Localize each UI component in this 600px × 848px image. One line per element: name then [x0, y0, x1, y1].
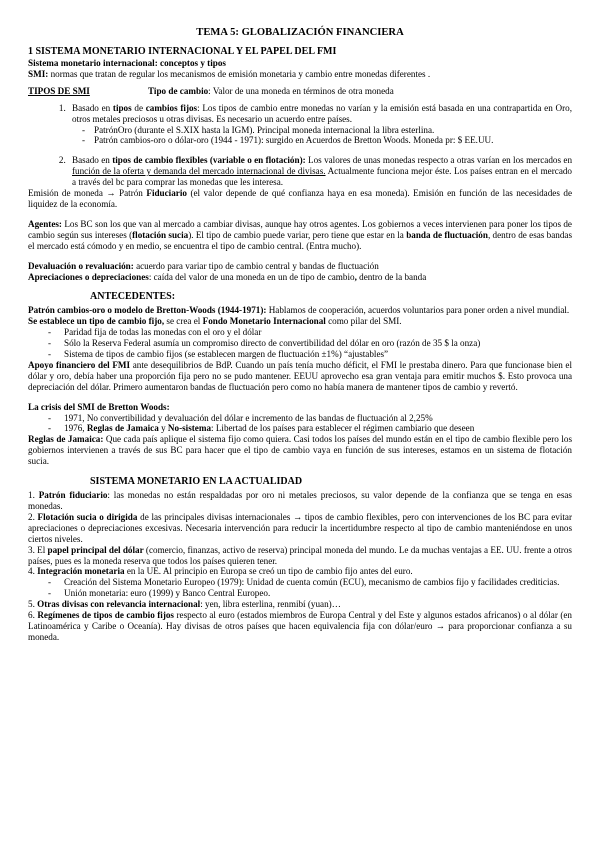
document-title: TEMA 5: GLOBALIZACIÓN FINANCIERA	[196, 27, 404, 38]
list-item-cambios-fijos: 1. Basado en tipos de cambios fijos: Los tipos de cambio entre monedas no varían y la emisión está basada en una contrapartida en Oro, otros metales preciosos u otras divisas. Es necesario un acuerdo entre países. - PatrónOro (durante el S.XIX hasta la IGM). Principal moneda internacional la libra esterlina. - Patrón cambios-oro o dólar-oro (1944 - 1971): surgido en Acuerdos de Bretton Woods. Moneda pr: $ EE.UU.	[68, 103, 572, 147]
actualidad-heading: SISTEMA MONETARIO EN LA ACTUALIDAD	[90, 476, 303, 488]
antecedentes-list	[28, 327, 572, 360]
emision-paragraph: Emisión de moneda → Patrón Fiduciario (el valor depende de qué confianza haya en esa moneda). Emisión en función de las necesidades de liquidez de la economía.	[28, 188, 572, 209]
list-item: - Paridad fija de todas las monedas con el oro y el dólar	[64, 327, 572, 338]
smi-definition: SMI: normas que tratan de regular los mecanismos de emisión monetaria y cambio entre monedas diferentes .	[28, 68, 431, 79]
list-item-cambios-flexibles: 2. Basado en tipos de cambio flexibles (variable o en flotación): Los valores de unas monedas respecto a otras varían en los mercados en función de la oferta y demanda del mercado internacional de divisas. Actualmente funciona mejor éste. Los países entran en el mercado a través del bc para comprar las monedas que les interesa.	[68, 155, 572, 188]
integracion-list	[28, 577, 572, 599]
agentes-paragraph: Agentes: Los BC son los que van al mercado a cambiar divisas, aunque hay otros agentes. Los gobiernos a veces intervienen para poner los tipos de cambio según sus intereses (flotación sucia). El tipo de cambio puede variar, pero tiene que estar en la banda de fluctuación, dentro de esas bandas el mercado está cómodo y en medio, se encuentra el tipo de cambio central. (Entra mucho).	[28, 218, 573, 251]
actual-item-4: 4. Integración monetaria en la UE. Al principio en Europa se creó un tipo de cambio fijo antes del euro.	[28, 566, 413, 577]
tipos-de-smi-line: TIPOS DE SMI Tipo de cambio: Valor de una moneda en términos de otra moneda	[28, 85, 394, 96]
list-item: - Patrón cambios-oro o dólar-oro (1944 - 1971): surgido en Acuerdos de Bretton Woods. Moneda pr: $ EE.UU.	[94, 135, 572, 146]
crisis-heading: La crisis del SMI de Bretton Woods:	[28, 401, 170, 412]
actual-item-2: 2. Flotación sucia o dirigida de las principales divisas internacionales → tipos de cambio flexibles, pero con intervenciones de los BC para evitar apreciaciones o depreciaciones excesivas. Necesaria intervención para reducir la incertidumbre respecto al tipo de cambio manteniéndose en unos ciertos niveles.	[28, 511, 572, 544]
apreciaciones-paragraph: Apreciaciones o depreciaciones: caída del valor de una moneda en un de tipo de cambio, dentro de la banda	[28, 271, 427, 282]
actual-item-1: 1. Patrón fiduciario: las monedas no están respaldadas por oro ni metales preciosos, su valor depende de la confianza que se tenga en esas monedas.	[28, 490, 572, 511]
cambios-fijos-sublist	[72, 125, 572, 147]
list-item: - Unión monetaria: euro (1999) y Banco Central Europeo.	[64, 588, 572, 599]
tipos-de-smi-label: TIPOS DE SMI	[28, 85, 90, 96]
tipo-fijo-paragraph: Se establece un tipo de cambio fijo, se crea el Fondo Monetario Internacional como pilar del SMI.	[28, 316, 402, 327]
antecedentes-heading: ANTECEDENTES:	[90, 291, 176, 303]
reglas-jamaica-paragraph: Reglas de Jamaica: Que cada país aplique el sistema fijo como quiera. Casi todos los países del mundo están en el tipo de cambio flexible pero los gobiernos intervienen a través de sus BC para hacer que el tipo de cambio vaya en función de sus intereses, estamos en un sistema de flotación sucia.	[28, 434, 572, 467]
list-item: - 1976, Reglas de Jamaica y No-sistema: Libertad de los países para establecer el régimen cambiario que deseen	[64, 423, 572, 434]
tipos-list	[28, 103, 572, 147]
subheading-concepts: Sistema monetario internacional: conceptos y tipos	[28, 58, 226, 68]
list-item: - PatrónOro (durante el S.XIX hasta la IGM). Principal moneda internacional la libra esterlina.	[94, 125, 572, 136]
list-item: - Creación del Sistema Monetario Europeo (1979): Unidad de cuenta común (ECU), mecanismo de cambios fijo y facilidades crediticias.	[64, 577, 572, 588]
crisis-list	[28, 413, 572, 435]
actual-item-3: 3. El papel principal del dólar (comercio, finanzas, activo de reserva) principal moneda del mundo. Le da muchas ventajas a EE. UU. frente a otros países, pues es la moneda reserva que todos los países quieren tener.	[28, 544, 572, 566]
actual-item-5: 5. Otras divisas con relevancia internacional: yen, libra esterlina, renmibí (yuan)…	[28, 599, 341, 610]
list-item: - Sólo la Reserva Federal asumía un compromiso directo de convertibilidad del dólar en oro (razón de 35 $ la onza)	[64, 338, 572, 349]
section-heading-smi: 1 SISTEMA MONETARIO INTERNACIONAL Y EL PAPEL DEL FMI	[28, 46, 337, 57]
list-item: - Sistema de tipos de cambio fijos (se establecen margen de fluctuación ±1%) “ajustables”	[64, 349, 572, 360]
list-item: - 1971, No convertibilidad y devaluación del dólar e incremento de las bandas de fluctuación al 2,25%	[64, 413, 572, 424]
bretton-woods-paragraph: Patrón cambios-oro o modelo de Bretton-Woods (1944-1971): Hablamos de cooperación, acuerdos voluntarios para poner orden a nivel mundial.	[28, 305, 570, 316]
actual-item-6: 6. Regímenes de tipos de cambio fijos respecto al euro (estados miembros de Europa Central y del Este y algunos estados africanos) o al dólar (en Latinoamérica y Caribe o Oceanía). Hay divisas de otros países que hacen equivalencia fija con dólar/euro → para proporcionar confianza a su moneda.	[28, 610, 572, 642]
tipos-list-2	[28, 155, 572, 188]
apoyo-fmi-paragraph: Apoyo financiero del FMI ante desequilibrios de BdP. Cuando un país tenía mucho déficit, el FMI le prestaba dinero. Para que funcionase bien el dólar y oro, debía haber una proporción fija pero no se pudo mantener. EEUU aprovecho esa gran ventaja para emitir muchos $. Esto provoca una depreciación del dólar. Primero aumentaron bandas de fluctuación pero como no había manera de mantener tipos de cambio y revertó.	[28, 359, 573, 392]
devaluacion-paragraph: Devaluación o revaluación: acuerdo para variar tipo de cambio central y bandas de fluctuación	[28, 260, 379, 271]
